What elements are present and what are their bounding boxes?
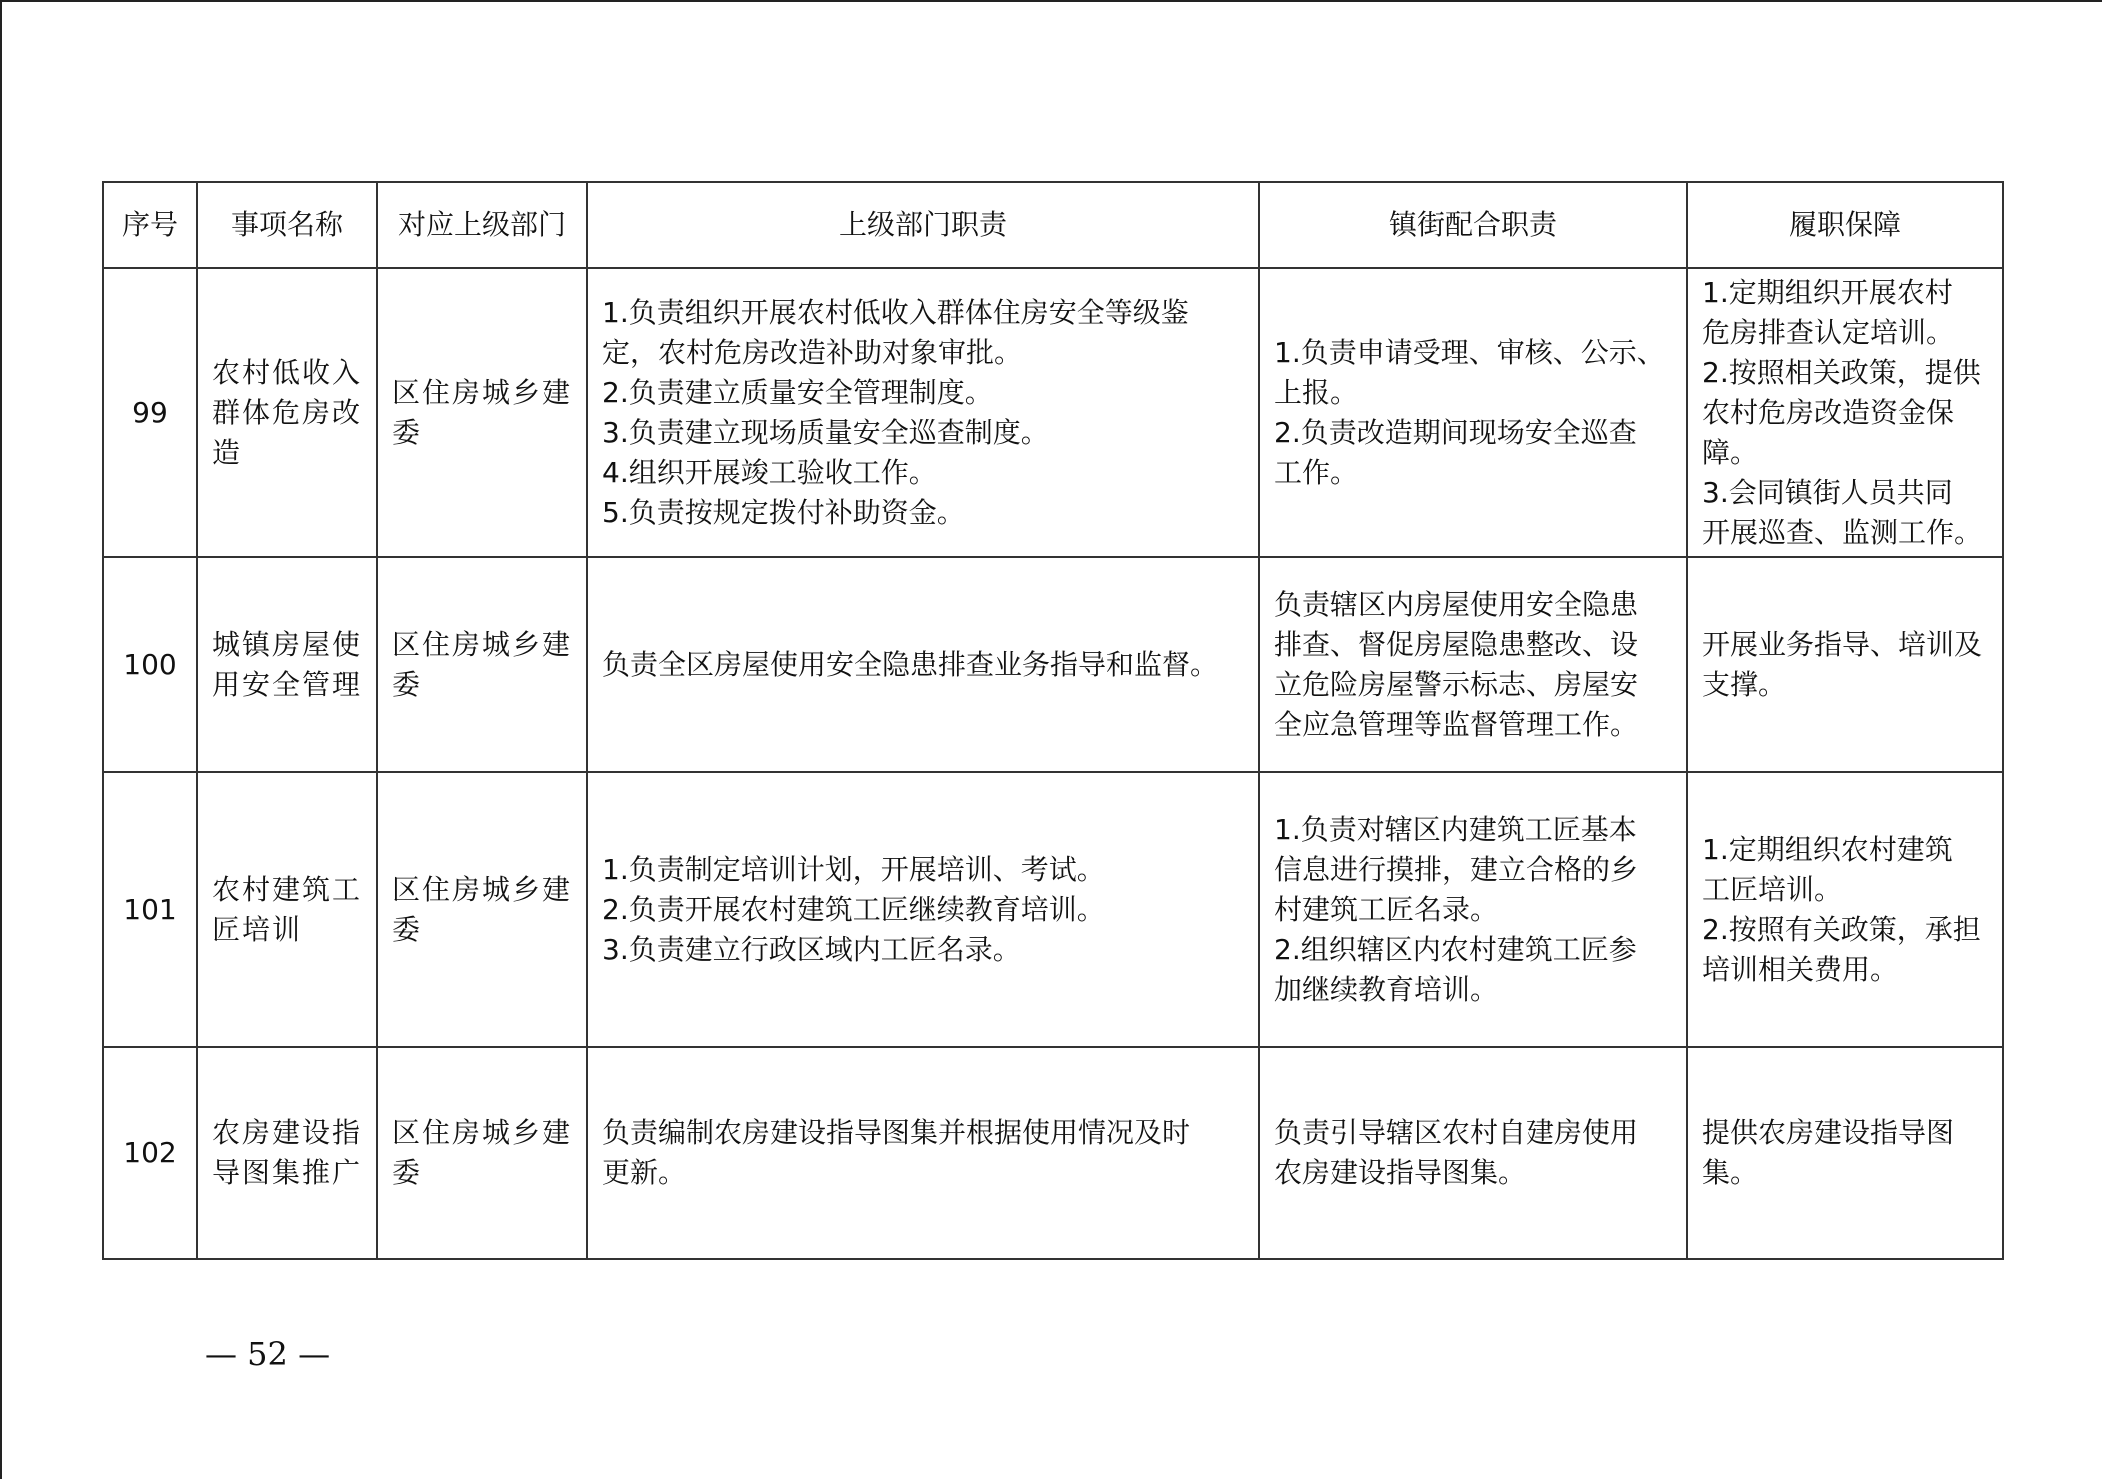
row-town-duty: [1259, 557, 1687, 772]
text-line: 提供农房建设指导图: [1702, 1116, 1955, 1149]
text-line: 工匠培训。: [1702, 872, 1843, 906]
text-line: 集。: [1702, 1156, 1759, 1189]
text-line: 委: [392, 912, 423, 946]
text-line: 匠培训: [212, 912, 303, 946]
text-line: 立危险房屋警示标志、房屋安: [1274, 667, 1639, 701]
text-line: 群体危房改: [212, 395, 363, 429]
text-line: 培训相关费用。: [1702, 952, 1899, 986]
row-guarantee: [1687, 268, 2003, 557]
text-line: 农村建筑工: [212, 872, 363, 906]
header-guarantee: 履职保障: [1687, 182, 2003, 268]
text-line: 区住房城乡建: [392, 872, 573, 906]
text-line: 1.定期组织开展农村: [1702, 275, 1953, 309]
row-upper-duty: [587, 268, 1259, 557]
text-line: 用安全管理: [212, 667, 363, 701]
text-line: 委: [392, 1156, 423, 1189]
text-line: 2.按照相关政策，提供: [1702, 355, 1981, 389]
header-num: 序号: [103, 182, 197, 268]
row-upper-duty: [587, 557, 1259, 772]
row-num: 99: [103, 268, 197, 557]
row-guarantee: [1687, 557, 2003, 772]
row-num: 101: [103, 772, 197, 1047]
table-row: [103, 557, 2003, 772]
header-name: 事项名称: [197, 182, 377, 268]
text-line: 信息进行摸排，建立合格的乡: [1274, 852, 1639, 886]
row-town-duty: [1259, 268, 1687, 557]
text-line: 农房建设指: [212, 1116, 363, 1149]
text-line: 负责辖区内房屋使用安全隐患: [1274, 587, 1639, 621]
text-line: 村建筑工匠名录。: [1274, 892, 1499, 926]
text-line: 1.负责制定培训计划，开展培训、考试。: [602, 852, 1105, 886]
text-line: 区住房城乡建: [392, 375, 573, 409]
text-line: 3.负责建立现场质量安全巡查制度。: [602, 415, 1049, 449]
row-num: 102: [103, 1047, 197, 1259]
row-name: [197, 772, 377, 1047]
text-line: 工作。: [1274, 455, 1359, 489]
text-line: 2.负责改造期间现场安全巡查: [1274, 415, 1637, 449]
text-line: 委: [392, 667, 423, 701]
table-row: [103, 268, 2003, 557]
row-num: 100: [103, 557, 197, 772]
text-line: 更新。: [602, 1156, 687, 1189]
row-name: [197, 557, 377, 772]
text-line: 1.定期组织农村建筑: [1702, 832, 1953, 866]
row-dept: [377, 1047, 587, 1259]
text-line: 造: [212, 435, 243, 469]
header-dept: 对应上级部门: [377, 182, 587, 268]
header-row: [103, 182, 2003, 268]
row-upper-duty: [587, 772, 1259, 1047]
text-line: 全应急管理等监督管理工作。: [1274, 707, 1639, 741]
text-line: 负责全区房屋使用安全隐患排查业务指导和监督。: [602, 647, 1219, 681]
text-line: 1.负责对辖区内建筑工匠基本: [1274, 812, 1637, 846]
row-guarantee: [1687, 1047, 2003, 1259]
table-row: [103, 772, 2003, 1047]
text-line: 2.负责开展农村建筑工匠继续教育培训。: [602, 892, 1105, 926]
text-line: 3.负责建立行政区域内工匠名录。: [602, 932, 1021, 966]
row-name: [197, 268, 377, 557]
text-line: 上报。: [1274, 375, 1359, 409]
text-line: 2.负责建立质量安全管理制度。: [602, 375, 993, 409]
row-guarantee: [1687, 772, 2003, 1047]
row-town-duty: [1259, 1047, 1687, 1259]
text-line: 1.负责申请受理、审核、公示、: [1274, 335, 1665, 369]
text-line: 定，农村危房改造补助对象审批。: [602, 335, 1023, 369]
text-line: 排查、督促房屋隐患整改、设: [1274, 627, 1639, 661]
text-line: 2.按照有关政策，承担: [1702, 912, 1981, 946]
row-dept: [377, 557, 587, 772]
header-upper-duty: 上级部门职责: [587, 182, 1259, 268]
text-line: 农村低收入: [212, 355, 363, 389]
text-line: 城镇房屋使: [212, 627, 363, 661]
text-line: 委: [392, 415, 423, 449]
text-line: 支撑。: [1702, 667, 1787, 701]
text-line: 区住房城乡建: [392, 627, 573, 661]
text-line: 3.会同镇街人员共同: [1702, 475, 1953, 509]
row-dept: [377, 772, 587, 1047]
table-row: [103, 1047, 2003, 1259]
row-town-duty: [1259, 772, 1687, 1047]
row-upper-duty: [587, 1047, 1259, 1259]
text-line: 农村危房改造资金保: [1702, 395, 1955, 429]
text-line: 2.组织辖区内农村建筑工匠参: [1274, 932, 1637, 966]
row-name: [197, 1047, 377, 1259]
text-line: 加继续教育培训。: [1274, 972, 1499, 1006]
row-dept: [377, 268, 587, 557]
text-line: 区住房城乡建: [392, 1116, 573, 1149]
text-line: 负责编制农房建设指导图集并根据使用情况及时: [602, 1116, 1191, 1149]
text-line: 5.负责按规定拨付补助资金。: [602, 495, 965, 529]
text-line: 危房排查认定培训。: [1702, 315, 1955, 349]
duty-table: [102, 181, 2004, 1260]
text-line: 开展业务指导、培训及: [1702, 627, 1983, 661]
text-line: 导图集推广: [212, 1156, 363, 1189]
text-line: 1.负责组织开展农村低收入群体住房安全等级鉴: [602, 295, 1189, 329]
text-line: 开展巡查、监测工作。: [1702, 515, 1983, 549]
text-line: 4.组织开展竣工验收工作。: [602, 455, 937, 489]
text-line: 负责引导辖区农村自建房使用: [1274, 1116, 1639, 1149]
text-line: 障。: [1702, 435, 1759, 469]
text-line: 农房建设指导图集。: [1274, 1156, 1527, 1189]
header-town-duty: 镇街配合职责: [1259, 182, 1687, 268]
page-number: — 52 —: [205, 1335, 331, 1373]
